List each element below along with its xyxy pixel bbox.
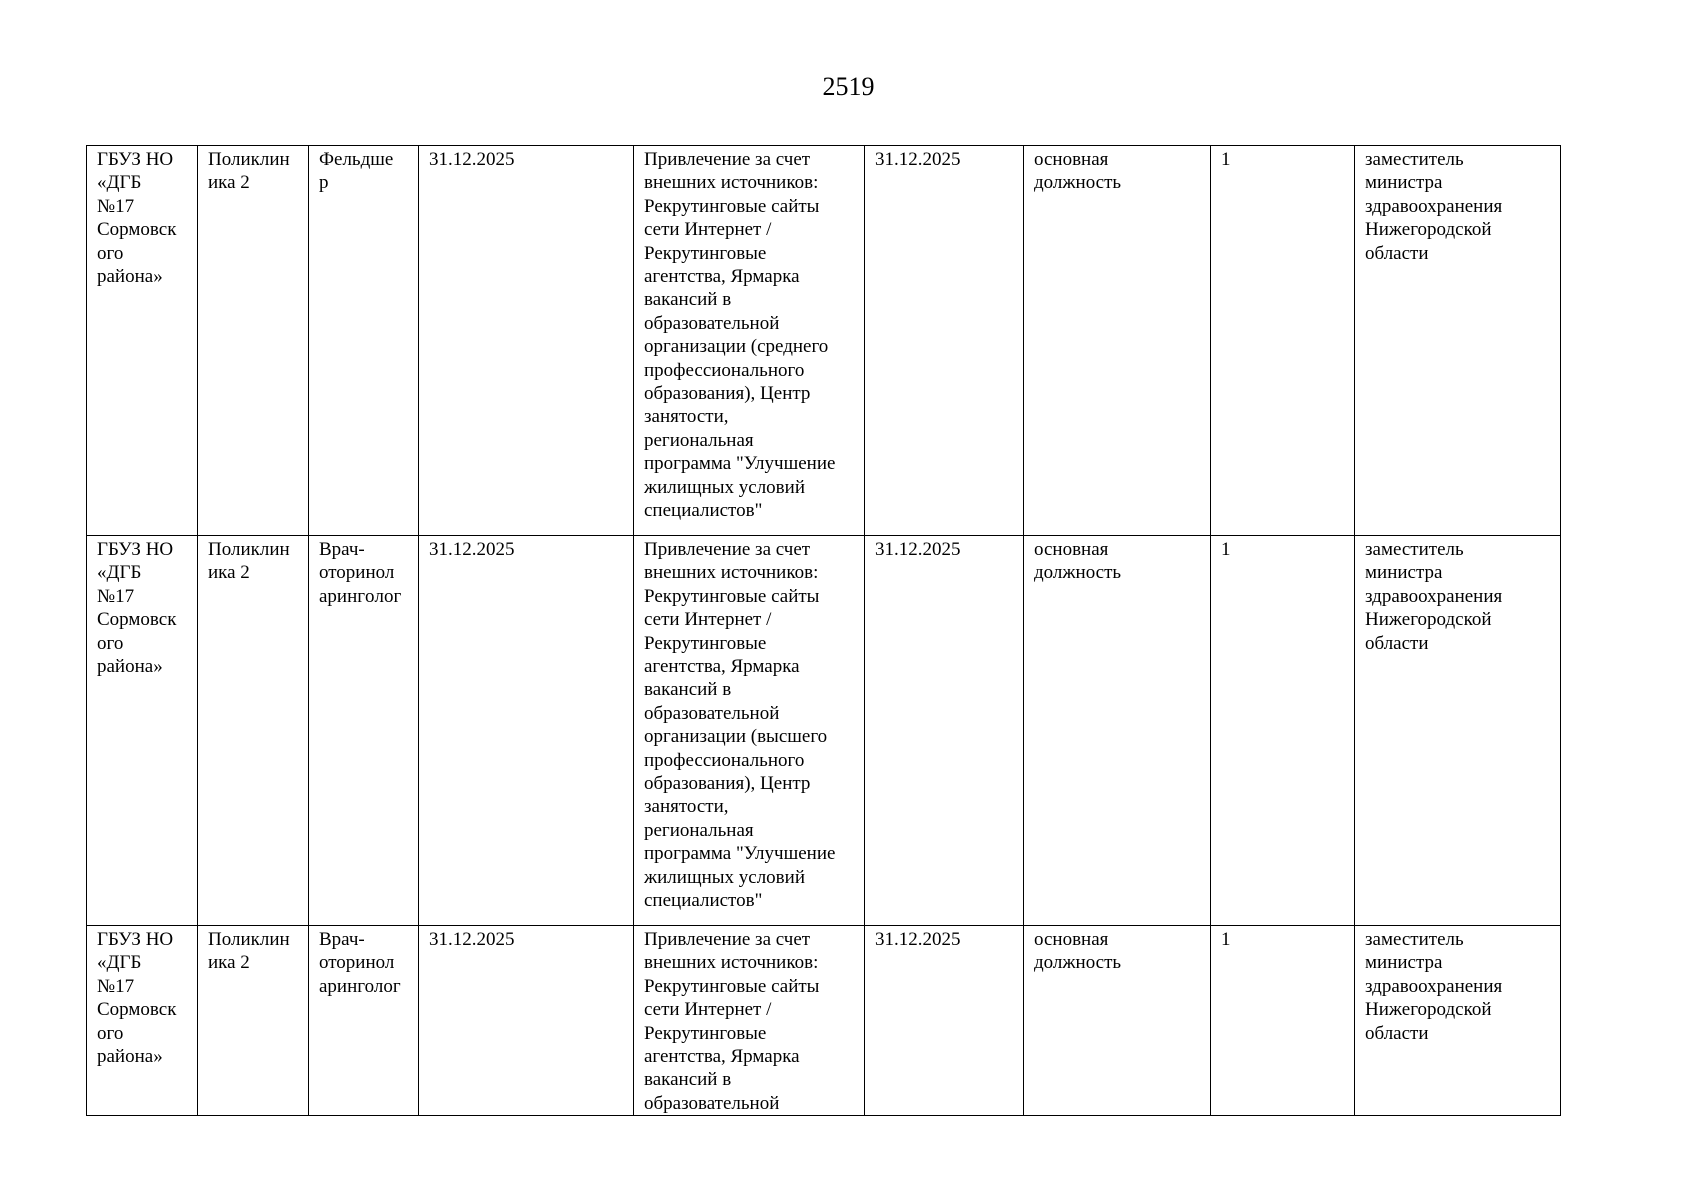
org-cell: ГБУЗ НО «ДГБ №17 Сормовск ого района»	[87, 926, 198, 1116]
method-cell: Привлечение за счет внешних источников: Рекрутинговые сайты сети Интернет / Рекрутинговые агентства, Ярмарка вакансий в образовательной организации (высшего профессионального образования), Центр занятости, региональная программа "Улучшение жилищных условий специалистов"	[634, 536, 865, 926]
date-cell: 31.12.2025	[419, 536, 634, 926]
method-cell: Привлечение за счет внешних источников: Рекрутинговые сайты сети Интернет / Рекрутинговые агентства, Ярмарка вакансий в образовательной	[634, 926, 865, 1116]
staffing-table	[86, 145, 1561, 1116]
date-cell: 31.12.2025	[419, 146, 634, 536]
date-cell: 31.12.2025	[419, 926, 634, 1116]
position-type-cell: основная должность	[1024, 146, 1211, 536]
responsible-cell: заместитель министра здравоохранения Нижегородской области	[1355, 146, 1561, 536]
count-cell: 1	[1211, 536, 1355, 926]
table-row	[87, 146, 1561, 536]
position-cell: Врач- оторинол аринголог	[309, 926, 419, 1116]
org-cell: ГБУЗ НО «ДГБ №17 Сормовск ого района»	[87, 536, 198, 926]
position-cell: Врач- оторинол aрингoлог	[309, 536, 419, 926]
deadline-cell: 31.12.2025	[865, 926, 1024, 1116]
org-cell: ГБУЗ НО «ДГБ №17 Сормовск ого района»	[87, 146, 198, 536]
method-cell: Привлечение за счет внешних источников: Рекрутинговые сайты сети Интернет / Рекрутинговые агентства, Ярмарка вакансий в образовательной организации (среднего профессионального образования), Центр занятости, региональная программа "Улучшение жилищных условий специалистов"	[634, 146, 865, 536]
deadline-cell: 31.12.2025	[865, 536, 1024, 926]
deadline-cell: 31.12.2025	[865, 146, 1024, 536]
responsible-cell: заместитель министра здравоохранения Нижегородской области	[1355, 536, 1561, 926]
table-row	[87, 926, 1561, 1116]
page-number: 2519	[822, 72, 875, 101]
responsible-cell: заместитель министра здравоохранения Нижегородской области	[1355, 926, 1561, 1116]
count-cell: 1	[1211, 926, 1355, 1116]
position-type-cell: основная должность	[1024, 926, 1211, 1116]
position-type-cell: основная должность	[1024, 536, 1211, 926]
unit-cell: Поликлин ика 2	[198, 926, 309, 1116]
unit-cell: Поликлин ика 2	[198, 146, 309, 536]
position-cell: Фельдше р	[309, 146, 419, 536]
table-row	[87, 536, 1561, 926]
unit-cell: Поликлин ика 2	[198, 536, 309, 926]
count-cell: 1	[1211, 146, 1355, 536]
